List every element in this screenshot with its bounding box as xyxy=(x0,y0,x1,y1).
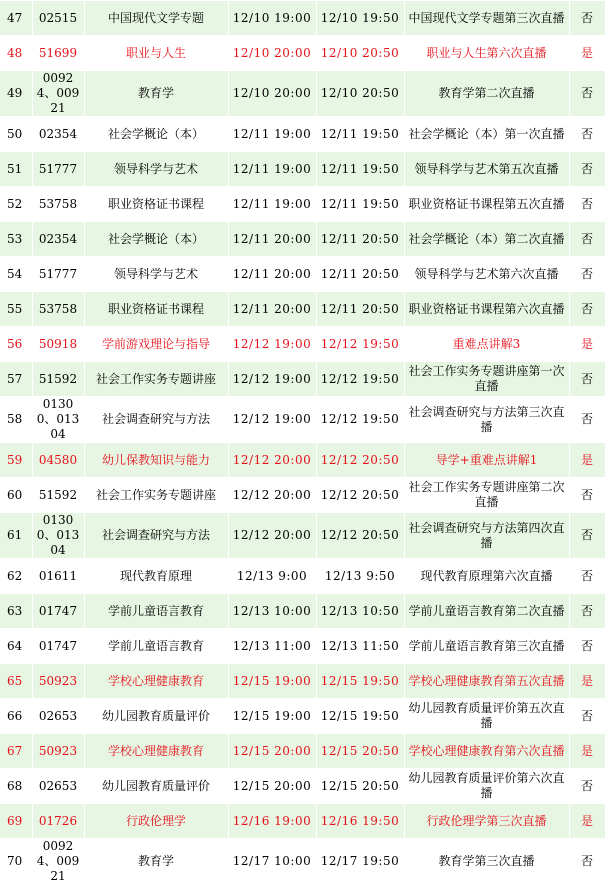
required-flag: 否 xyxy=(569,594,605,629)
course-name: 学前儿童语言教育 xyxy=(84,629,228,664)
course-name: 社会调查研究与方法 xyxy=(84,513,228,559)
end-time: 12/11 19:50 xyxy=(316,117,404,152)
session-topic: 社会工作实务专题讲座第二次直播 xyxy=(404,478,569,513)
required-flag: 否 xyxy=(569,769,605,804)
session-topic: 社会学概论（本）第一次直播 xyxy=(404,117,569,152)
course-name: 教育学 xyxy=(84,839,228,884)
course-code: 50923 xyxy=(32,664,84,699)
course-code: 01747 xyxy=(32,594,84,629)
end-time: 12/12 19:50 xyxy=(316,327,404,362)
table-row xyxy=(0,71,605,117)
required-flag: 否 xyxy=(569,699,605,734)
course-name: 社会学概论（本） xyxy=(84,117,228,152)
row-number: 60 xyxy=(0,478,32,513)
start-time: 12/12 19:00 xyxy=(228,397,316,443)
start-time: 12/12 19:00 xyxy=(228,362,316,397)
session-topic: 社会工作实务专题讲座第一次直播 xyxy=(404,362,569,397)
table-row xyxy=(0,478,605,513)
session-topic: 领导科学与艺术第五次直播 xyxy=(404,152,569,187)
course-code: 00924、00921 xyxy=(32,71,84,117)
required-flag: 否 xyxy=(569,222,605,257)
course-name: 学前儿童语言教育 xyxy=(84,594,228,629)
start-time: 12/11 20:00 xyxy=(228,222,316,257)
session-topic: 社会调查研究与方法第四次直播 xyxy=(404,513,569,559)
course-code: 00924、00921 xyxy=(32,839,84,884)
course-name: 领导科学与艺术 xyxy=(84,257,228,292)
required-flag: 否 xyxy=(569,71,605,117)
course-name: 幼儿保教知识与能力 xyxy=(84,443,228,478)
table-row xyxy=(0,292,605,327)
course-name: 职业资格证书课程 xyxy=(84,187,228,222)
row-number: 69 xyxy=(0,804,32,839)
row-number: 66 xyxy=(0,699,32,734)
table-row xyxy=(0,1,605,36)
required-flag: 否 xyxy=(569,292,605,327)
table-row xyxy=(0,36,605,71)
required-flag: 否 xyxy=(569,513,605,559)
start-time: 12/13 9:00 xyxy=(228,559,316,594)
required-flag: 否 xyxy=(569,257,605,292)
start-time: 12/13 11:00 xyxy=(228,629,316,664)
course-name: 社会工作实务专题讲座 xyxy=(84,362,228,397)
table-row xyxy=(0,734,605,769)
course-code: 01747 xyxy=(32,629,84,664)
start-time: 12/11 20:00 xyxy=(228,292,316,327)
start-time: 12/15 19:00 xyxy=(228,699,316,734)
row-number: 50 xyxy=(0,117,32,152)
course-code: 53758 xyxy=(32,187,84,222)
required-flag: 否 xyxy=(569,839,605,884)
course-name: 领导科学与艺术 xyxy=(84,152,228,187)
session-topic: 领导科学与艺术第六次直播 xyxy=(404,257,569,292)
session-topic: 教育学第二次直播 xyxy=(404,71,569,117)
end-time: 12/12 19:50 xyxy=(316,397,404,443)
required-flag: 是 xyxy=(569,327,605,362)
course-code: 02653 xyxy=(32,699,84,734)
session-topic: 学前儿童语言教育第二次直播 xyxy=(404,594,569,629)
course-code: 50918 xyxy=(32,327,84,362)
row-number: 54 xyxy=(0,257,32,292)
table-row xyxy=(0,187,605,222)
course-code: 51777 xyxy=(32,257,84,292)
session-topic: 幼儿园教育质量评价第六次直播 xyxy=(404,769,569,804)
start-time: 12/11 19:00 xyxy=(228,152,316,187)
start-time: 12/11 19:00 xyxy=(228,117,316,152)
course-name: 幼儿园教育质量评价 xyxy=(84,699,228,734)
required-flag: 是 xyxy=(569,804,605,839)
session-topic: 学前儿童语言教育第三次直播 xyxy=(404,629,569,664)
end-time: 12/16 19:50 xyxy=(316,804,404,839)
start-time: 12/16 19:00 xyxy=(228,804,316,839)
course-name: 学前游戏理论与指导 xyxy=(84,327,228,362)
required-flag: 否 xyxy=(569,1,605,36)
required-flag: 否 xyxy=(569,629,605,664)
table-row xyxy=(0,769,605,804)
end-time: 12/12 20:50 xyxy=(316,478,404,513)
course-code: 51777 xyxy=(32,152,84,187)
required-flag: 是 xyxy=(569,664,605,699)
session-topic: 幼儿园教育质量评价第五次直播 xyxy=(404,699,569,734)
course-name: 中国现代文学专题 xyxy=(84,1,228,36)
start-time: 12/12 19:00 xyxy=(228,327,316,362)
row-number: 49 xyxy=(0,71,32,117)
row-number: 61 xyxy=(0,513,32,559)
end-time: 12/17 19:50 xyxy=(316,839,404,884)
session-topic: 学校心理健康教育第六次直播 xyxy=(404,734,569,769)
table-row xyxy=(0,699,605,734)
required-flag: 否 xyxy=(569,117,605,152)
table-row xyxy=(0,397,605,443)
course-code: 02653 xyxy=(32,769,84,804)
end-time: 12/12 20:50 xyxy=(316,513,404,559)
end-time: 12/10 20:50 xyxy=(316,71,404,117)
session-topic: 职业资格证书课程第五次直播 xyxy=(404,187,569,222)
end-time: 12/15 19:50 xyxy=(316,664,404,699)
course-name: 职业与人生 xyxy=(84,36,228,71)
row-number: 55 xyxy=(0,292,32,327)
course-code: 01726 xyxy=(32,804,84,839)
course-code: 01611 xyxy=(32,559,84,594)
row-number: 67 xyxy=(0,734,32,769)
course-name: 社会调查研究与方法 xyxy=(84,397,228,443)
course-name: 学校心理健康教育 xyxy=(84,664,228,699)
end-time: 12/10 19:50 xyxy=(316,1,404,36)
course-code: 02354 xyxy=(32,117,84,152)
course-name: 职业资格证书课程 xyxy=(84,292,228,327)
end-time: 12/11 20:50 xyxy=(316,257,404,292)
start-time: 12/10 20:00 xyxy=(228,71,316,117)
row-number: 70 xyxy=(0,839,32,884)
table-row xyxy=(0,664,605,699)
required-flag: 是 xyxy=(569,734,605,769)
session-topic: 教育学第三次直播 xyxy=(404,839,569,884)
row-number: 59 xyxy=(0,443,32,478)
table-row xyxy=(0,443,605,478)
course-code: 01300、01304 xyxy=(32,513,84,559)
end-time: 12/10 20:50 xyxy=(316,36,404,71)
row-number: 56 xyxy=(0,327,32,362)
required-flag: 否 xyxy=(569,478,605,513)
start-time: 12/17 10:00 xyxy=(228,839,316,884)
session-topic: 中国现代文学专题第三次直播 xyxy=(404,1,569,36)
row-number: 58 xyxy=(0,397,32,443)
end-time: 12/12 20:50 xyxy=(316,443,404,478)
session-topic: 学校心理健康教育第五次直播 xyxy=(404,664,569,699)
start-time: 12/12 20:00 xyxy=(228,443,316,478)
start-time: 12/15 20:00 xyxy=(228,734,316,769)
table-row xyxy=(0,257,605,292)
end-time: 12/12 19:50 xyxy=(316,362,404,397)
course-name: 教育学 xyxy=(84,71,228,117)
end-time: 12/13 9:50 xyxy=(316,559,404,594)
session-topic: 行政伦理学第三次直播 xyxy=(404,804,569,839)
course-code: 04580 xyxy=(32,443,84,478)
required-flag: 否 xyxy=(569,362,605,397)
course-code: 50923 xyxy=(32,734,84,769)
table-row xyxy=(0,222,605,257)
course-code: 51592 xyxy=(32,478,84,513)
required-flag: 否 xyxy=(569,187,605,222)
end-time: 12/15 20:50 xyxy=(316,769,404,804)
end-time: 12/11 20:50 xyxy=(316,292,404,327)
start-time: 12/10 19:00 xyxy=(228,1,316,36)
start-time: 12/10 20:00 xyxy=(228,36,316,71)
end-time: 12/13 11:50 xyxy=(316,629,404,664)
session-topic: 职业资格证书课程第六次直播 xyxy=(404,292,569,327)
table-row xyxy=(0,629,605,664)
required-flag: 是 xyxy=(569,443,605,478)
course-code: 53758 xyxy=(32,292,84,327)
row-number: 48 xyxy=(0,36,32,71)
table-row xyxy=(0,152,605,187)
table-row xyxy=(0,327,605,362)
row-number: 65 xyxy=(0,664,32,699)
table-row xyxy=(0,804,605,839)
required-flag: 否 xyxy=(569,397,605,443)
table-row xyxy=(0,117,605,152)
course-code: 51592 xyxy=(32,362,84,397)
end-time: 12/15 19:50 xyxy=(316,699,404,734)
course-code: 01300、01304 xyxy=(32,397,84,443)
course-code: 51699 xyxy=(32,36,84,71)
table-row xyxy=(0,513,605,559)
start-time: 12/15 20:00 xyxy=(228,769,316,804)
table-row xyxy=(0,559,605,594)
row-number: 64 xyxy=(0,629,32,664)
session-topic: 社会学概论（本）第二次直播 xyxy=(404,222,569,257)
end-time: 12/15 20:50 xyxy=(316,734,404,769)
table-row xyxy=(0,362,605,397)
end-time: 12/11 19:50 xyxy=(316,187,404,222)
row-number: 57 xyxy=(0,362,32,397)
course-name: 学校心理健康教育 xyxy=(84,734,228,769)
start-time: 12/11 20:00 xyxy=(228,257,316,292)
course-code: 02515 xyxy=(32,1,84,36)
start-time: 12/12 20:00 xyxy=(228,513,316,559)
session-topic: 职业与人生第六次直播 xyxy=(404,36,569,71)
session-topic: 现代教育原理第六次直播 xyxy=(404,559,569,594)
required-flag: 是 xyxy=(569,36,605,71)
course-name: 幼儿园教育质量评价 xyxy=(84,769,228,804)
required-flag: 否 xyxy=(569,152,605,187)
course-name: 行政伦理学 xyxy=(84,804,228,839)
session-topic: 社会调查研究与方法第三次直播 xyxy=(404,397,569,443)
session-topic: 重难点讲解3 xyxy=(404,327,569,362)
table-row xyxy=(0,839,605,884)
schedule-body xyxy=(0,1,605,884)
row-number: 68 xyxy=(0,769,32,804)
row-number: 52 xyxy=(0,187,32,222)
course-name: 现代教育原理 xyxy=(84,559,228,594)
start-time: 12/13 10:00 xyxy=(228,594,316,629)
end-time: 12/13 10:50 xyxy=(316,594,404,629)
course-code: 02354 xyxy=(32,222,84,257)
session-topic: 导学+重难点讲解1 xyxy=(404,443,569,478)
start-time: 12/12 20:00 xyxy=(228,478,316,513)
row-number: 53 xyxy=(0,222,32,257)
table-row xyxy=(0,594,605,629)
course-name: 社会工作实务专题讲座 xyxy=(84,478,228,513)
start-time: 12/11 19:00 xyxy=(228,187,316,222)
end-time: 12/11 19:50 xyxy=(316,152,404,187)
row-number: 62 xyxy=(0,559,32,594)
required-flag: 否 xyxy=(569,559,605,594)
row-number: 63 xyxy=(0,594,32,629)
end-time: 12/11 20:50 xyxy=(316,222,404,257)
course-name: 社会学概论（本） xyxy=(84,222,228,257)
start-time: 12/15 19:00 xyxy=(228,664,316,699)
row-number: 51 xyxy=(0,152,32,187)
row-number: 47 xyxy=(0,1,32,36)
